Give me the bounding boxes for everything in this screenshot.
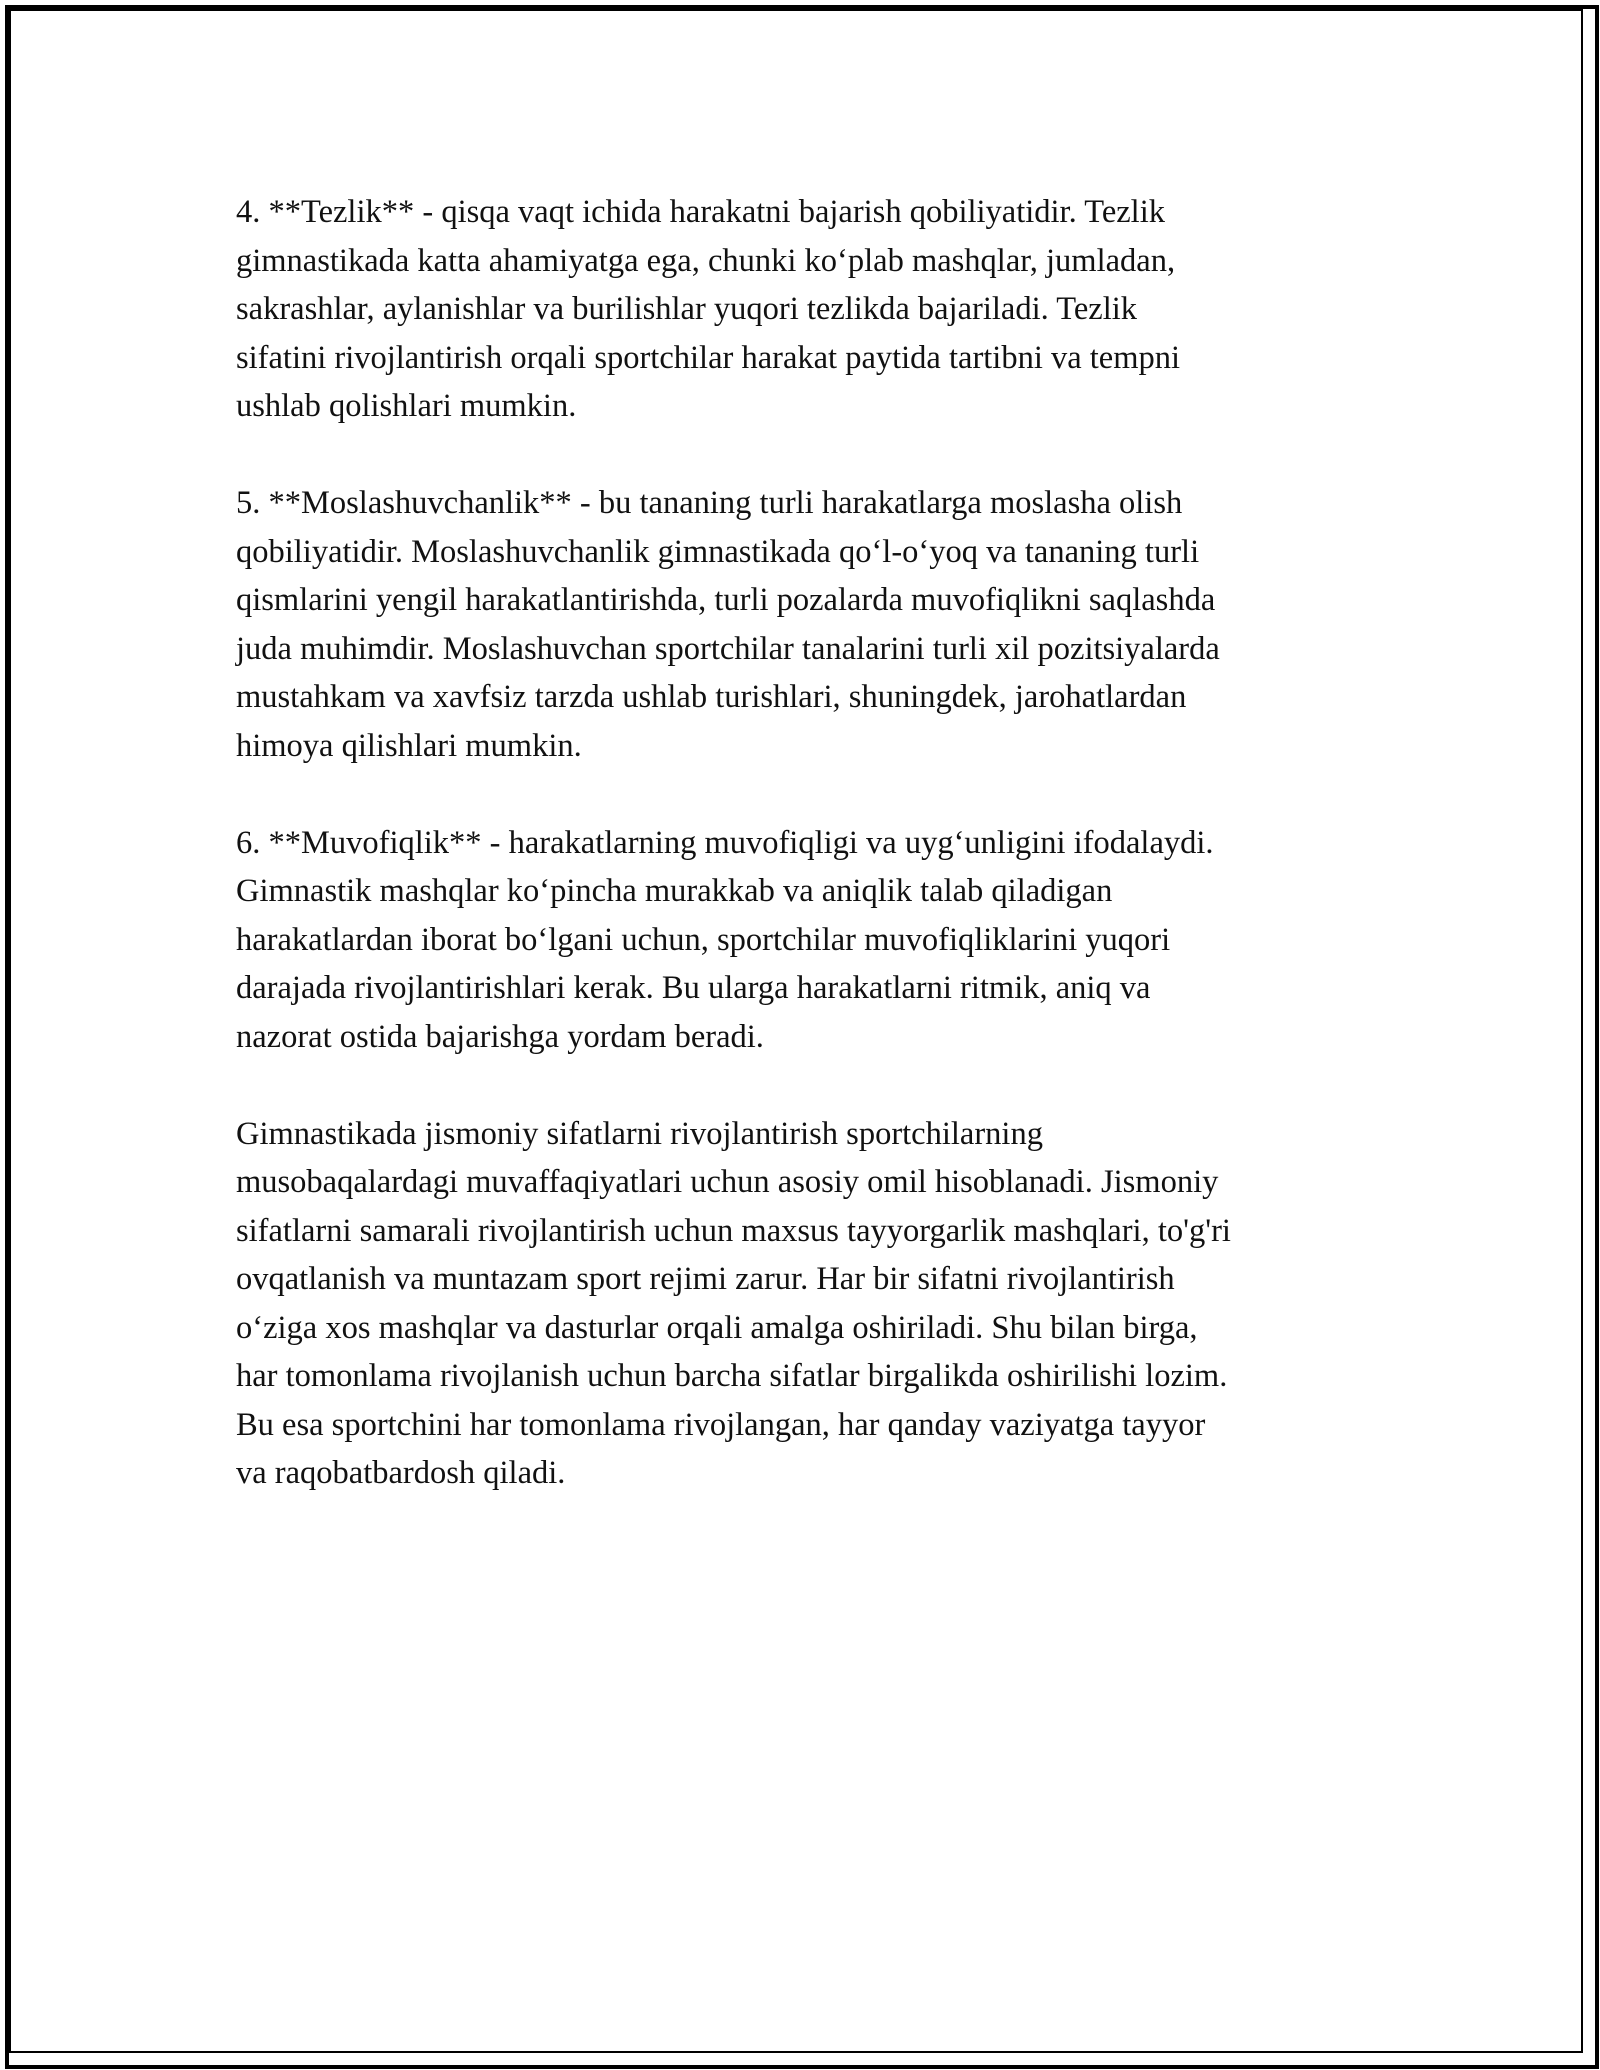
paragraph-flexibility: 5. **Moslashuvchanlik** - bu tananing turli harakatlarga moslasha olish qobiliyatidir. Moslashuvchanlik gimnastikada qo‘l-o‘yoq va tananing turli qismlarini yengil harakatlantirishda, turli pozalarda muvofiqlikni saqlashda juda muhimdir. Moslashuvchan sportchilar tanalarini turli xil pozitsiyalarda mustahkam va xavfsiz tarzda ushlab turishlari, shuningdek, jarohatlardan himoya qilishlari mumkin.: [236, 485, 1220, 764]
document-body: [236, 188, 1366, 1546]
paragraph-conclusion: Gimnastikada jismoniy sifatlarni rivojlantirish sportchilarning musobaqalardagi muvaffaqiyatlari uchun asosiy omil hisoblanadi. Jismoniy sifatlarni samarali rivojlantirish uchun maxsus tayyorgarlik mashqlari, to'g'ri ovqatlanish va muntazam sport rejimi zarur. Har bir sifatni rivojlantirish o‘ziga xos mashqlar va dasturlar orqali amalga oshiriladi. Shu bilan birga, har tomonlama rivojlanish uchun barcha sifatlar birgalikda oshirilishi lozim. Bu esa sportchini har tomonlama rivojlangan, har qanday vaziyatga tayyor va raqobatbardosh qiladi.: [236, 1115, 1231, 1491]
paragraph-coordination: 6. **Muvofiqlik** - harakatlarning muvofiqligi va uyg‘unligini ifodalaydi. Gimnastik mashqlar ko‘pincha murakkab va aniqlik talab qiladigan harakatlardan iborat bo‘lgani uchun, sportchilar muvofiqliklarini yuqori darajada rivojlantirishlari kerak. Bu ularga harakatlarni ritmik, aniq va nazorat ostida bajarishga yordam beradi.: [236, 824, 1214, 1055]
paragraph-speed: 4. **Tezlik** - qisqa vaqt ichida harakatni bajarish qobiliyatidir. Tezlik gimnastikada katta ahamiyatga ega, chunki ko‘plab mashqlar, jumladan, sakrashlar, aylanishlar va burilishlar yuqori tezlikda bajariladi. Tezlik sifatini rivojlantirish orqali sportchilar harakat paytida tartibni va tempni ushlab qolishlari mumkin.: [236, 194, 1181, 424]
